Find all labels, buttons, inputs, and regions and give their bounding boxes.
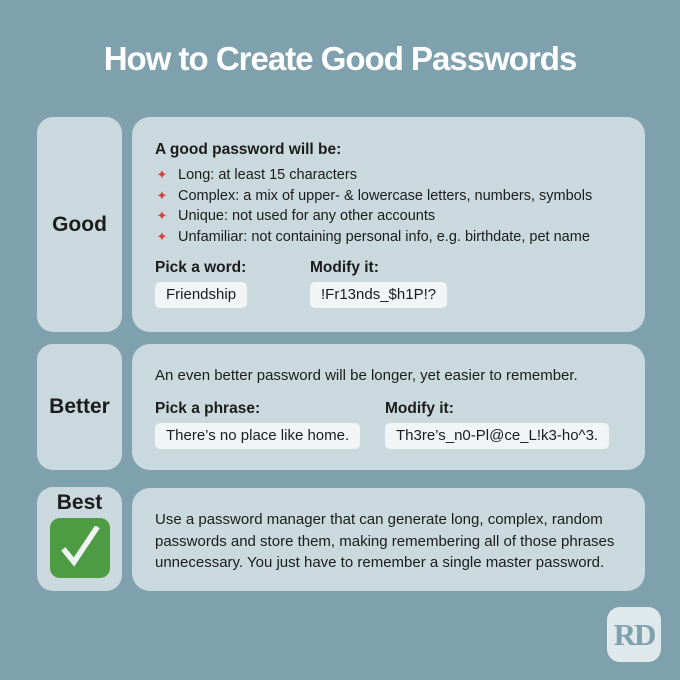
good-content-box [132,117,645,332]
rd-logo-text: RD [613,616,655,652]
spark-bullet-icon: ✦ [156,167,168,182]
bullet-text: Unfamiliar: not containing personal info, e.g. birthdate, pet name [178,228,590,245]
bullet-text: Unique: not used for any other accounts [178,208,436,224]
spark-bullet-icon: ✦ [156,187,168,203]
better-pick-column [155,400,360,449]
rd-logo [607,607,661,662]
good-pick-column [155,259,247,308]
good-label: Good [52,212,107,236]
best-body-text: Use a password manager that can generate long, complex, random passwords and store them, making remembering all of those phrases unnecessary. You just have to remember a single master password. [155,511,615,571]
good-bullet-list [155,165,592,247]
better-modify-column [385,400,609,449]
pick-phrase-value: There’s no place like home. [155,423,360,449]
bullet-item [155,227,592,248]
best-label-box [37,487,122,591]
bullet-text: Complex: a mix of upper- & lowercase letters, numbers, symbols [178,187,593,204]
good-label-box [37,117,122,332]
modify-it-label: Modify it: [385,400,454,417]
pick-phrase-label: Pick a phrase: [155,400,261,417]
better-content-box [132,344,645,470]
spark-bullet-icon: ✦ [156,228,168,244]
spark-bullet-icon: ✦ [156,208,168,223]
good-heading: A good password will be: [155,141,342,158]
page-title: How to Create Good Passwords [103,40,577,77]
bullet-item [155,206,592,227]
bullet-item [155,186,592,207]
pick-word-label: Pick a word: [155,259,247,276]
good-modify-column [310,259,447,308]
better-label-box [37,344,122,470]
better-label: Better [49,395,110,418]
bullet-text: Long: at least 15 characters [178,167,357,183]
best-label: Best [56,491,103,514]
modify-it-value: !Fr13nds_$h1P!? [310,282,447,308]
modify-it-label: Modify it: [310,259,379,276]
best-content-box [132,488,645,591]
better-intro: An even better password will be longer, yet easier to remember. [155,367,578,384]
checkmark-icon [50,518,110,578]
pick-word-value: Friendship [155,282,247,308]
modify-it-value: Th3re’s_n0-Pl@ce_L!k3-ho^3. [385,423,609,449]
bullet-item [155,165,592,186]
